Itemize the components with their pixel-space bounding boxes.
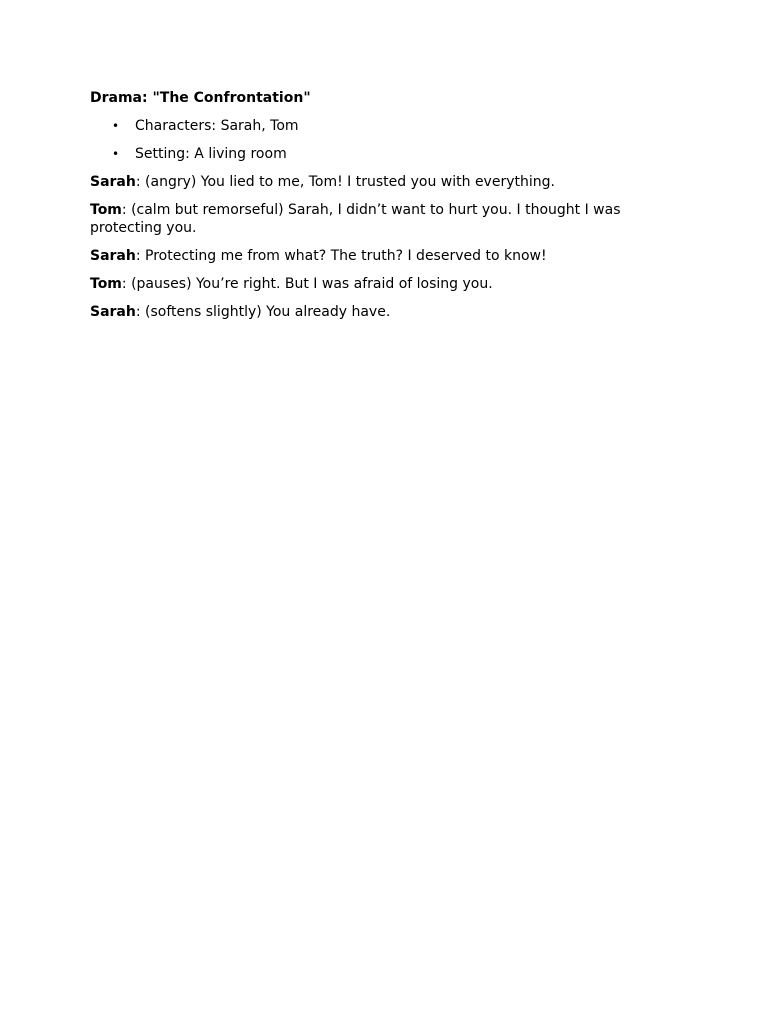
dialogue-line xyxy=(90,303,650,321)
document-page xyxy=(90,89,650,331)
document-title: Drama: "The Confrontation" xyxy=(90,90,311,106)
bullet-list xyxy=(90,117,650,163)
bullet-icon: • xyxy=(112,147,120,161)
dialogue-line xyxy=(90,247,650,265)
speaker-name: Tom xyxy=(90,276,122,292)
dialogue-line xyxy=(90,275,650,293)
dialogue-line xyxy=(90,201,650,237)
speaker-name: Sarah xyxy=(90,248,136,264)
list-item-text: Setting: A living room xyxy=(135,146,287,162)
speaker-name: Sarah xyxy=(90,304,136,320)
list-item xyxy=(90,117,650,135)
dialogue-text: : Protecting me from what? The truth? I deserved to know! xyxy=(135,248,547,264)
dialogue-text: : (pauses) You’re right. But I was afraid of losing you. xyxy=(121,276,493,292)
list-item xyxy=(90,145,650,163)
dialogue-text: : (calm but remorseful) Sarah, I didn’t want to hurt you. I thought I was protecting you. xyxy=(90,202,621,236)
list-item-text: Characters: Sarah, Tom xyxy=(135,118,299,134)
speaker-name: Sarah xyxy=(90,174,136,190)
dialogue-text: : (softens slightly) You already have. xyxy=(135,304,391,320)
bullet-icon: • xyxy=(112,119,120,133)
dialogue-line xyxy=(90,173,650,191)
speaker-name: Tom xyxy=(90,202,122,218)
dialogue-text: : (angry) You lied to me, Tom! I trusted you with everything. xyxy=(135,174,555,190)
